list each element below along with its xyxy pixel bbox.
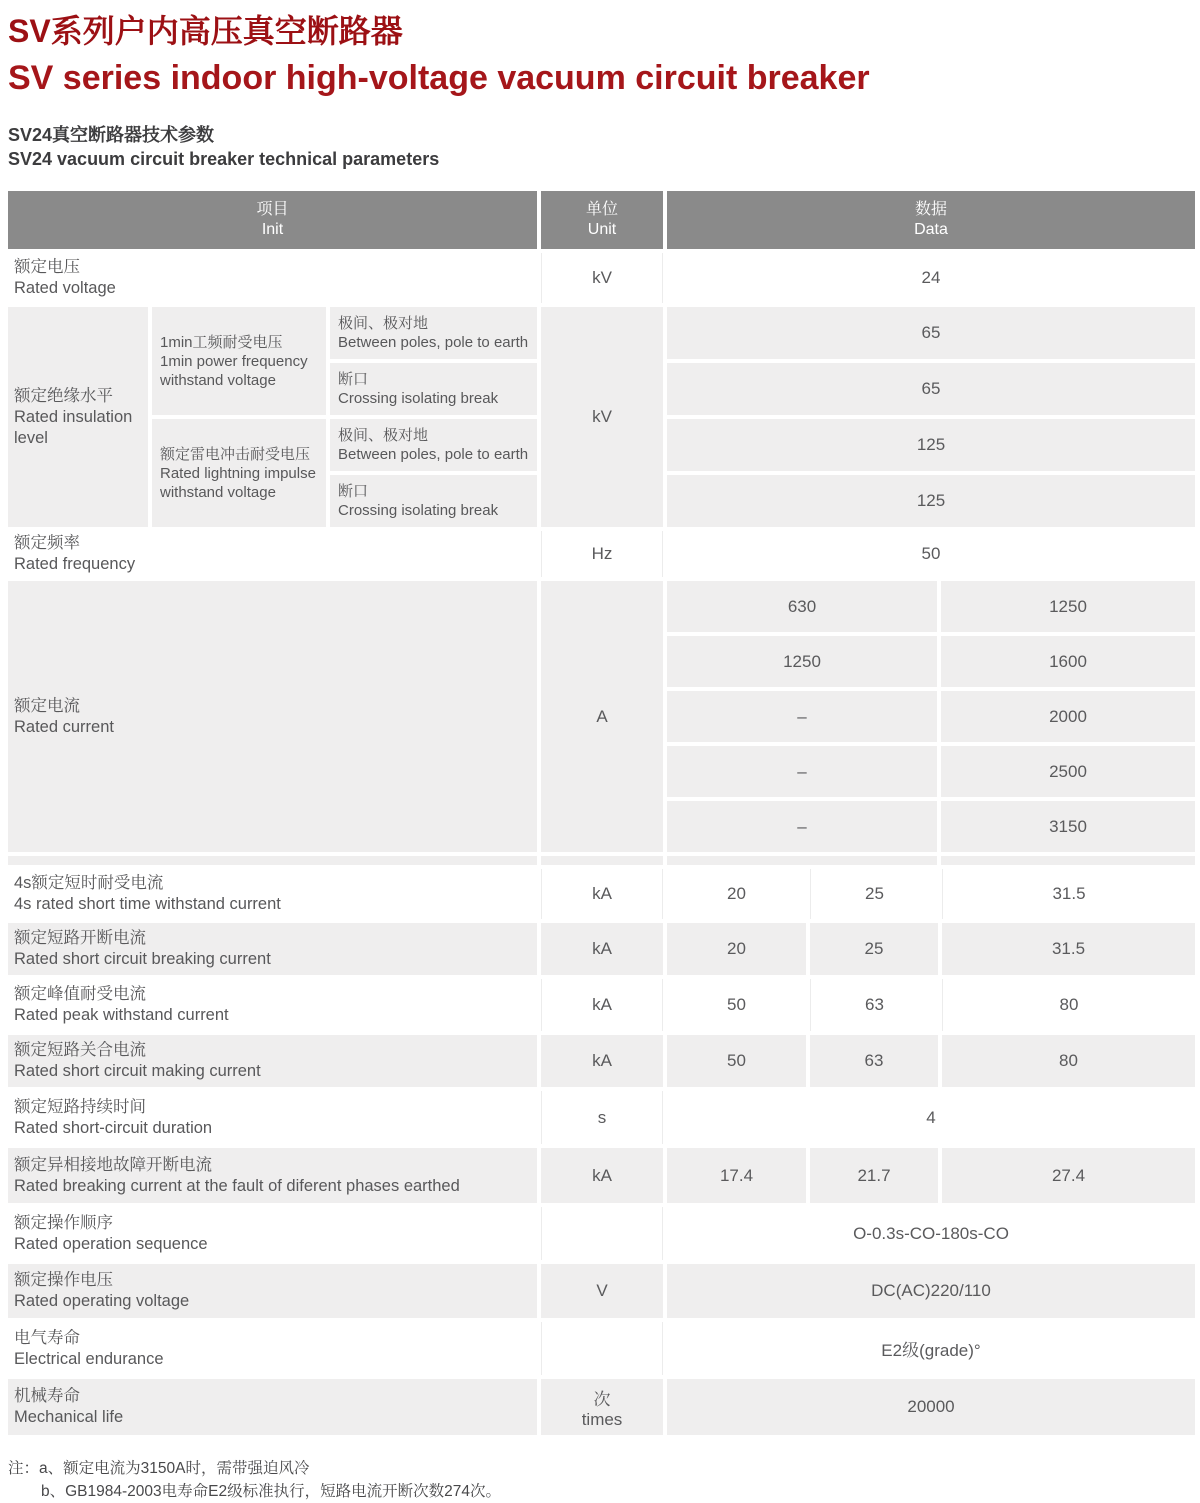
label-zh: 断口 <box>338 371 369 388</box>
value-col1: 20 <box>727 884 746 903</box>
label-en: Mechanical life <box>14 1408 124 1426</box>
label-zh: 额定操作顺序 <box>14 1213 113 1232</box>
header-data-zh: 数据 <box>914 201 947 218</box>
operation-sequence-label <box>8 1207 537 1260</box>
value-col2: 25 <box>810 923 938 975</box>
label-en: Rated short-circuit duration <box>14 1118 213 1137</box>
insulation-value: 125 <box>667 475 1195 527</box>
current-value: 630 <box>667 581 937 632</box>
header-item <box>8 191 537 249</box>
label-en: Rated peak withstand current <box>14 1006 229 1024</box>
label-en: Rated breaking current at the fault of diferent phases earthed <box>14 1176 460 1195</box>
spacer-cell <box>541 856 663 865</box>
condition-isolating-break <box>330 363 537 415</box>
row-electrical-endurance <box>8 1322 1195 1375</box>
group-label <box>152 419 326 527</box>
value-col3: 31.5 <box>942 923 1195 975</box>
insulation-label <box>8 307 148 527</box>
footnote-a-text: a、额定电流为3150A时，需带强迫风冷 <box>39 1460 310 1477</box>
electrical-endurance-label <box>8 1322 537 1375</box>
label-zh: 机械寿命 <box>14 1387 80 1405</box>
current-value: 2000 <box>941 691 1195 742</box>
label-en: Rated current <box>14 717 114 736</box>
rated-current-pair <box>667 691 1195 742</box>
section-subtitle-en: SV24 vacuum circuit breaker technical parameters <box>8 149 440 169</box>
fault-breaking-label <box>8 1148 537 1203</box>
spacer-data <box>667 856 1195 865</box>
value-col2: 63 <box>810 1035 938 1087</box>
mechanical-life-unit <box>541 1379 663 1435</box>
label-en: Between poles, pole to earth <box>338 446 529 463</box>
rated-current-label <box>8 581 537 852</box>
value-col2: 63 <box>810 979 938 1031</box>
electrical-endurance-value: E2级(grade)° <box>881 1341 981 1360</box>
insulation-group-power-frequency <box>152 307 537 415</box>
label-en: Rated insulation level <box>14 407 133 447</box>
mechanical-life-value: 20000 <box>667 1379 1195 1435</box>
footnote-prefix: 注： <box>8 1460 40 1477</box>
rated-frequency-unit: Hz <box>541 531 663 577</box>
label-en: Rated lightning impulse withstand voltage <box>160 464 316 501</box>
label-en: 1min power frequency withstand voltage <box>160 352 308 389</box>
unit-zh: 次 <box>593 1389 611 1409</box>
label-en: Rated short circuit breaking current <box>14 950 271 968</box>
group-label <box>152 307 326 415</box>
spacer-cell <box>8 856 537 865</box>
label-zh: 额定绝缘水平 <box>14 386 113 405</box>
value-col3: 27.4 <box>942 1148 1195 1203</box>
breaking-current-unit: kA <box>541 923 663 975</box>
row-peak-withstand-current <box>8 979 1195 1031</box>
rated-current-unit: A <box>541 581 663 852</box>
spacer-cell <box>941 856 1195 865</box>
row-making-current <box>8 1035 1195 1087</box>
value-col1: 17.4 <box>667 1148 806 1203</box>
insulation-value: 125 <box>667 419 1195 471</box>
value-col1: 20 <box>667 923 806 975</box>
label-zh: 额定频率 <box>14 534 80 552</box>
label-en: Rated short circuit making current <box>14 1062 261 1080</box>
value-col3: 31.5 <box>942 869 1195 919</box>
footnotes <box>8 1457 1195 1503</box>
row-operating-voltage <box>8 1264 1195 1318</box>
4s-withstand-label <box>8 869 537 919</box>
label-zh: 电气寿命 <box>14 1328 80 1347</box>
label-zh: 额定峰值耐受电流 <box>14 985 146 1003</box>
operation-sequence-value: O-0.3s-CO-180s-CO <box>853 1223 1009 1243</box>
fault-breaking-unit: kA <box>541 1148 663 1203</box>
footnote-b: b、GB1984-2003电寿命E2级标准执行，短路电流开断次数274次。 <box>41 1483 501 1500</box>
current-value: 1250 <box>667 636 937 687</box>
current-value: 3150 <box>941 801 1195 852</box>
peak-withstand-label <box>8 979 537 1031</box>
rated-current-values <box>667 581 1195 852</box>
label-zh: 4s额定短时耐受电流 <box>14 874 164 892</box>
insulation-value: 65 <box>667 307 1195 359</box>
insulation-group-lightning-impulse <box>152 419 537 527</box>
mechanical-life-label <box>8 1379 537 1435</box>
header-item-en: Init <box>261 221 284 238</box>
label-en: Crossing isolating break <box>338 390 499 407</box>
header-data <box>667 191 1195 249</box>
label-zh: 额定异相接地故障开断电流 <box>14 1155 212 1174</box>
label-en: Rated operating voltage <box>14 1292 190 1310</box>
value-col1: 50 <box>727 995 746 1014</box>
current-value: 1600 <box>941 636 1195 687</box>
row-breaking-current <box>8 923 1195 975</box>
current-value: 2500 <box>941 746 1195 797</box>
label-zh: 额定短路开断电流 <box>14 929 146 947</box>
header-unit-en: Unit <box>587 221 617 238</box>
label-zh: 额定短路持续时间 <box>14 1097 146 1116</box>
group-conditions <box>330 419 537 527</box>
operating-voltage-label <box>8 1264 537 1318</box>
header-unit-zh: 单位 <box>585 201 618 218</box>
row-rated-frequency <box>8 531 1195 577</box>
making-current-unit: kA <box>541 1035 663 1087</box>
row-4s-withstand-current <box>8 869 1195 919</box>
insulation-unit: kV <box>541 307 663 527</box>
section-subtitle-zh: SV24真空断路器技术参数 <box>8 125 215 145</box>
label-zh: 极间、极对地 <box>338 315 429 332</box>
row-rated-voltage <box>8 253 1195 303</box>
spacer-cell <box>667 856 937 865</box>
insulation-groups <box>152 307 537 527</box>
condition-isolating-break <box>330 475 537 527</box>
rated-frequency-label <box>8 531 537 577</box>
label-zh: 极间、极对地 <box>338 427 429 444</box>
rated-current-pair <box>667 746 1195 797</box>
page-title-en: SV series indoor high-voltage vacuum circuit breaker <box>8 59 870 97</box>
row-operation-sequence <box>8 1207 1195 1260</box>
rated-current-pair <box>667 581 1195 632</box>
duration-unit: s <box>541 1091 663 1144</box>
row-rated-insulation-level <box>8 307 1195 527</box>
value-col2: 21.7 <box>810 1148 938 1203</box>
current-value: 1250 <box>941 581 1195 632</box>
row-rated-current <box>8 581 1195 852</box>
value-col2: 25 <box>810 869 938 919</box>
table-header-row <box>8 191 1195 249</box>
condition-between-poles <box>330 419 537 471</box>
label-zh: 1min工频耐受电压 <box>160 333 283 351</box>
label-zh: 断口 <box>338 483 369 500</box>
4s-withstand-unit: kA <box>541 869 663 919</box>
insulation-value: 65 <box>667 363 1195 415</box>
rated-frequency-value: 50 <box>921 544 941 563</box>
unit-en: times <box>581 1409 623 1429</box>
current-value: – <box>667 746 937 797</box>
value-col3: 80 <box>942 979 1195 1031</box>
label-en: Rated frequency <box>14 555 136 573</box>
operation-sequence-unit <box>541 1207 663 1260</box>
rated-current-pair <box>667 801 1195 852</box>
group-conditions <box>330 307 537 415</box>
label-zh: 额定电流 <box>14 696 80 715</box>
label-en: Rated voltage <box>14 279 116 297</box>
operating-voltage-unit: V <box>541 1264 663 1318</box>
duration-value: 4 <box>926 1107 936 1127</box>
breaking-current-label <box>8 923 537 975</box>
rated-current-pair <box>667 636 1195 687</box>
label-en: Electrical endurance <box>14 1349 164 1368</box>
duration-label <box>8 1091 537 1144</box>
current-value: – <box>667 801 937 852</box>
rated-voltage-label <box>8 253 537 303</box>
insulation-values <box>667 307 1195 527</box>
page-title-zh: SV系列户内高压真空断路器 <box>8 13 403 49</box>
footnote-a <box>8 1457 1195 1480</box>
value-col1: 50 <box>667 1035 806 1087</box>
current-value: – <box>667 691 937 742</box>
label-en: Between poles, pole to earth <box>338 334 529 351</box>
label-zh: 额定操作电压 <box>14 1271 113 1289</box>
electrical-endurance-unit <box>541 1322 663 1375</box>
label-en: Crossing isolating break <box>338 502 499 519</box>
label-zh: 额定短路关合电流 <box>14 1041 146 1059</box>
value-col3: 80 <box>942 1035 1195 1087</box>
making-current-label <box>8 1035 537 1087</box>
row-short-circuit-duration <box>8 1091 1195 1144</box>
spec-table <box>8 191 1195 1435</box>
condition-between-poles <box>330 307 537 359</box>
header-item-zh: 项目 <box>256 201 289 218</box>
rated-voltage-unit: kV <box>541 253 663 303</box>
rated-voltage-value: 24 <box>921 268 941 287</box>
row-mechanical-life <box>8 1379 1195 1435</box>
label-zh: 额定电压 <box>14 258 80 276</box>
header-unit <box>541 191 663 249</box>
header-data-en: Data <box>914 221 948 238</box>
operating-voltage-value: DC(AC)220/110 <box>667 1264 1195 1318</box>
label-en: 4s rated short time withstand current <box>14 895 281 913</box>
spacer-strip <box>8 856 1195 865</box>
row-fault-breaking-current <box>8 1148 1195 1203</box>
peak-withstand-unit: kA <box>541 979 663 1031</box>
label-en: Rated operation sequence <box>14 1234 208 1253</box>
label-zh: 额定雷电冲击耐受电压 <box>160 445 311 463</box>
